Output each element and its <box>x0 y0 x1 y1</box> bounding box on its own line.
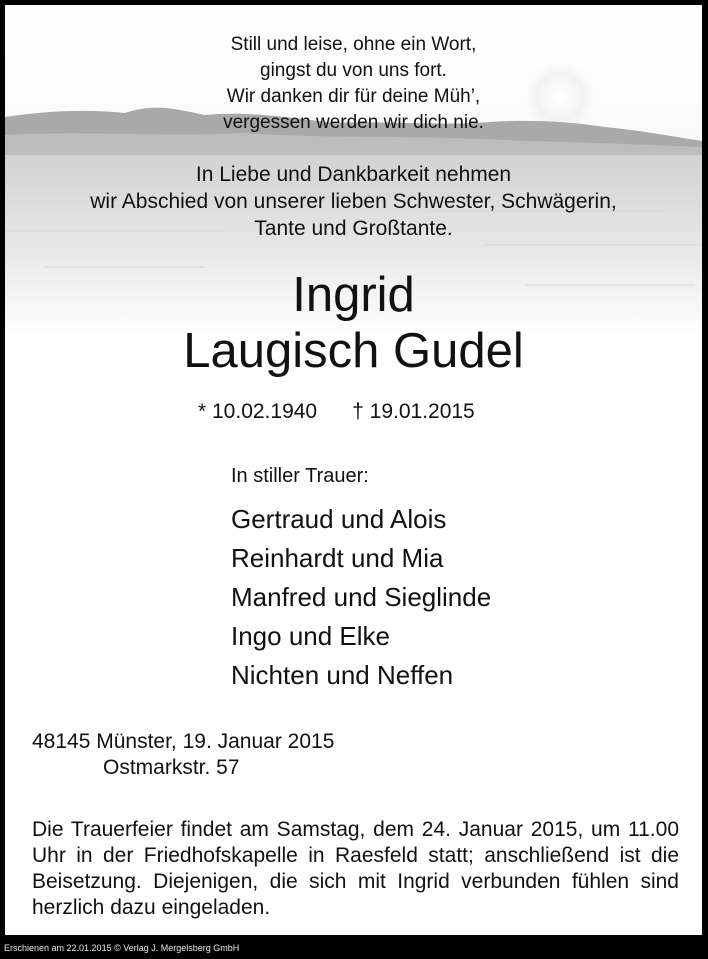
deceased-first-name: Ingrid <box>292 268 415 322</box>
deceased-last-name: Laugisch Gudel <box>183 324 524 378</box>
mourner-item: Nichten und Neffen <box>231 660 454 690</box>
mourning-label: In stiller Trauer: <box>231 465 369 487</box>
mourner-item: Gertraud und Alois <box>231 504 447 534</box>
farewell-intro <box>5 161 702 242</box>
address-block <box>32 729 334 781</box>
poem-line: gingst du von uns fort. <box>260 60 447 81</box>
obituary-card <box>5 5 702 935</box>
funeral-announcement: Die Trauerfeier findet am Samstag, dem 24. Januar 2015, um 11.00 Uhr in der Friedhofskapelle in Raesfeld statt; anschließend ist die Beisetzung. Diejenigen, die sich mit Ingrid verbunden fühlen sind herzlich dazu eingeladen. <box>32 818 679 919</box>
poem-line: Wir danken dir für deine Müh’, <box>226 86 481 107</box>
mourner-item: Reinhardt und Mia <box>231 543 444 573</box>
street-address: Ostmarkstr. 57 <box>103 756 240 779</box>
intro-line: Tante und Großtante. <box>254 217 453 240</box>
poem-line: vergessen werden wir dich nie. <box>223 112 484 133</box>
life-dates <box>198 399 475 425</box>
city-date: 48145 Münster, 19. Januar 2015 <box>32 730 335 753</box>
intro-line: In Liebe und Dankbarkeit nehmen <box>195 163 512 186</box>
poem-verse <box>5 32 702 136</box>
mourner-item: Ingo und Elke <box>231 621 391 651</box>
poem-line: Still und leise, ohne ein Wort, <box>230 34 477 55</box>
publication-footer: Erschienen am 22.01.2015 © Verlag J. Mergelsberg GmbH <box>4 943 240 953</box>
intro-line: wir Abschied von unserer lieben Schwester, Schwägerin, <box>90 190 617 213</box>
death-date: † 19.01.2015 <box>352 400 475 423</box>
mourner-item: Manfred und Sieglinde <box>231 582 492 612</box>
deceased-name <box>5 267 702 379</box>
mourners-list <box>231 500 491 695</box>
birth-date: * 10.02.1940 <box>198 400 318 423</box>
